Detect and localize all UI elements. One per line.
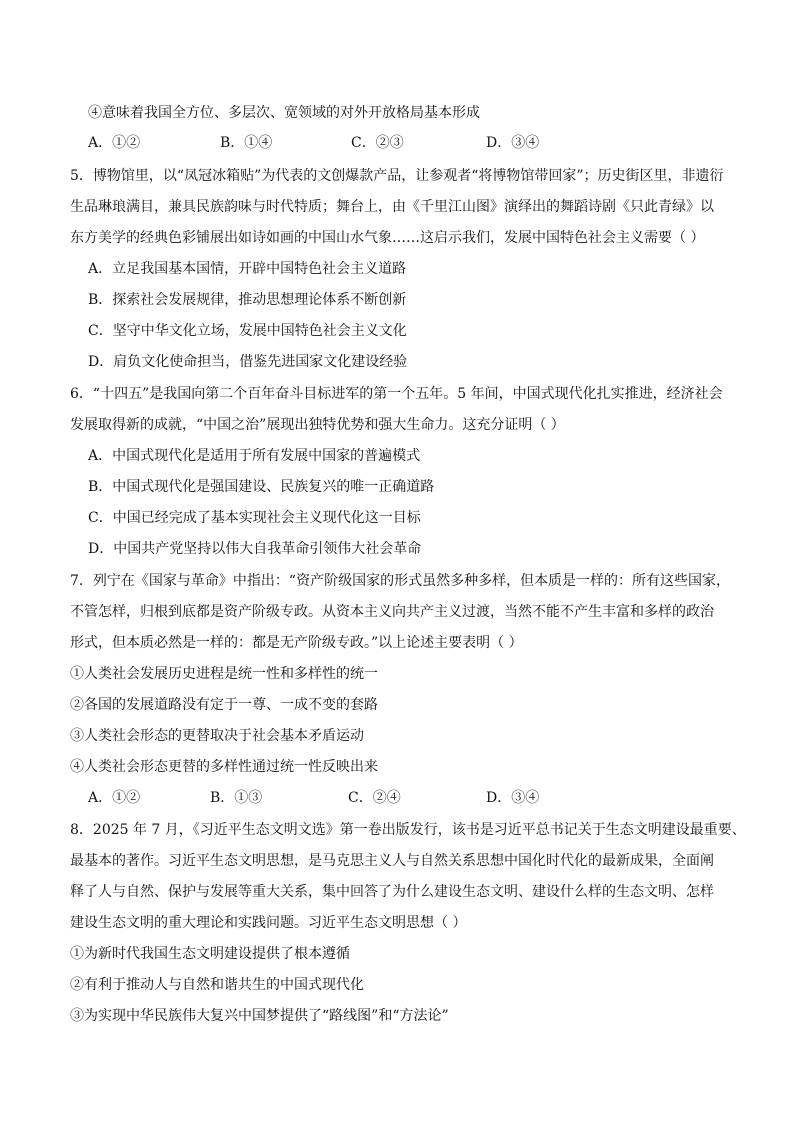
q6-stem-line-1: 6．“十四五”是我国向第二个百年奋斗目标进军的第一个五年。5 年间，中国式现代化扎实推进，经济社会 xyxy=(70,386,723,402)
q7-stem-line-1: 7．列宁在《国家与革命》中指出：“资产阶级国家的形式虽然多种多样，但本质是一样的：所有这些国家， xyxy=(70,573,731,589)
q8-statement-3: ③为实现中华民族伟大复兴中国梦提供了“路线图”和“方法论” xyxy=(70,1008,449,1024)
q5-stem-line-1: 5．博物馆里，以“凤冠冰箱贴”为代表的文创爆款产品，让参观者“将博物馆带回家”；历史街区里，非遗衍 xyxy=(70,168,724,184)
q7-statement-1: ①人类社会发展历史进程是统一性和多样性的统一 xyxy=(70,666,378,682)
q4-option-b: B．①④ xyxy=(220,135,273,151)
q8-stem-line-3: 释了人与自然、保护与发展等重大关系，集中回答了为什么建设生态文明、建设什么样的生态文明、怎样 xyxy=(70,884,714,900)
q5-stem-line-2: 生品琳琅满目，兼具民族韵味与时代特质；舞台上，由《千里江山图》演绎出的舞蹈诗剧《只此青绿》以 xyxy=(70,199,714,215)
q8-stem-line-2: 最基本的著作。习近平生态文明思想，是马克思主义人与自然关系思想中国化时代化的最新成果，全面阐 xyxy=(70,853,714,869)
q6-option-a: A．中国式现代化是适用于所有发展中国家的普遍模式 xyxy=(88,448,421,464)
q7-statement-3: ③人类社会形态的更替取决于社会基本矛盾运动 xyxy=(70,728,364,744)
q5-stem-line-3: 东方美学的经典色彩铺展出如诗如画的中国山水气象……这启示我们，发展中国特色社会主义需要（ ） xyxy=(70,230,705,246)
q7-stem-line-2: 不管怎样，归根到底都是资产阶级专政。从资本主义向共产主义过渡，当然不能不产生丰富和多样的政治 xyxy=(70,604,714,620)
q4-option-a: A．①② xyxy=(88,135,141,151)
q7-statement-2: ②各国的发展道路没有定于一尊、一成不变的套路 xyxy=(70,697,378,713)
q7-statement-4: ④人类社会形态更替的多样性通过统一性反映出来 xyxy=(70,759,378,775)
q4-option-c: C．②③ xyxy=(351,135,404,151)
q5-option-b: B．探索社会发展规律，推动思想理论体系不断创新 xyxy=(88,292,407,308)
q4-statement-4: ④意味着我国全方位、多层次、宽领域的对外开放格局基本形成 xyxy=(88,105,480,121)
q5-option-a: A．立足我国基本国情，开辟中国特色社会主义道路 xyxy=(88,261,407,277)
q6-stem-line-2: 发展取得新的成就，“中国之治”展现出独特优势和强大生命力。这充分证明（ ） xyxy=(70,417,565,433)
q5-option-c: C．坚守中华文化立场，发展中国特色社会主义文化 xyxy=(88,323,407,339)
q8-statement-2: ②有利于推动人与自然和谐共生的中国式现代化 xyxy=(70,977,364,993)
q6-option-c: C．中国已经完成了基本实现社会主义现代化这一目标 xyxy=(88,510,421,526)
q8-statement-1: ①为新时代我国生态文明建设提供了根本遵循 xyxy=(70,946,350,962)
q7-stem-line-3: 形式，但本质必然是一样的：都是无产阶级专政。”以上论述主要表明（ ） xyxy=(70,635,523,651)
q4-option-d: D．③④ xyxy=(486,135,540,151)
q8-stem-line-1: 8．2025 年 7 月，《习近平生态文明文选》第一卷出版发行，该书是习近平总书记关于生态文明建设最重要、 xyxy=(70,822,746,838)
q6-option-b: B．中国式现代化是强国建设、民族复兴的唯一正确道路 xyxy=(88,479,435,495)
q7-option-c: C．②④ xyxy=(348,790,401,806)
q8-stem-line-4: 建设生态文明的重大理论和实践问题。习近平生态文明思想（ ） xyxy=(70,915,467,931)
q5-option-d: D．肩负文化使命担当，借鉴先进国家文化建设经验 xyxy=(88,354,408,370)
q7-option-a: A．①② xyxy=(88,790,141,806)
q7-option-d: D．③④ xyxy=(486,790,540,806)
q6-option-d: D．中国共产党坚持以伟大自我革命引领伟大社会革命 xyxy=(88,541,422,557)
q7-option-b: B．①③ xyxy=(210,790,263,806)
